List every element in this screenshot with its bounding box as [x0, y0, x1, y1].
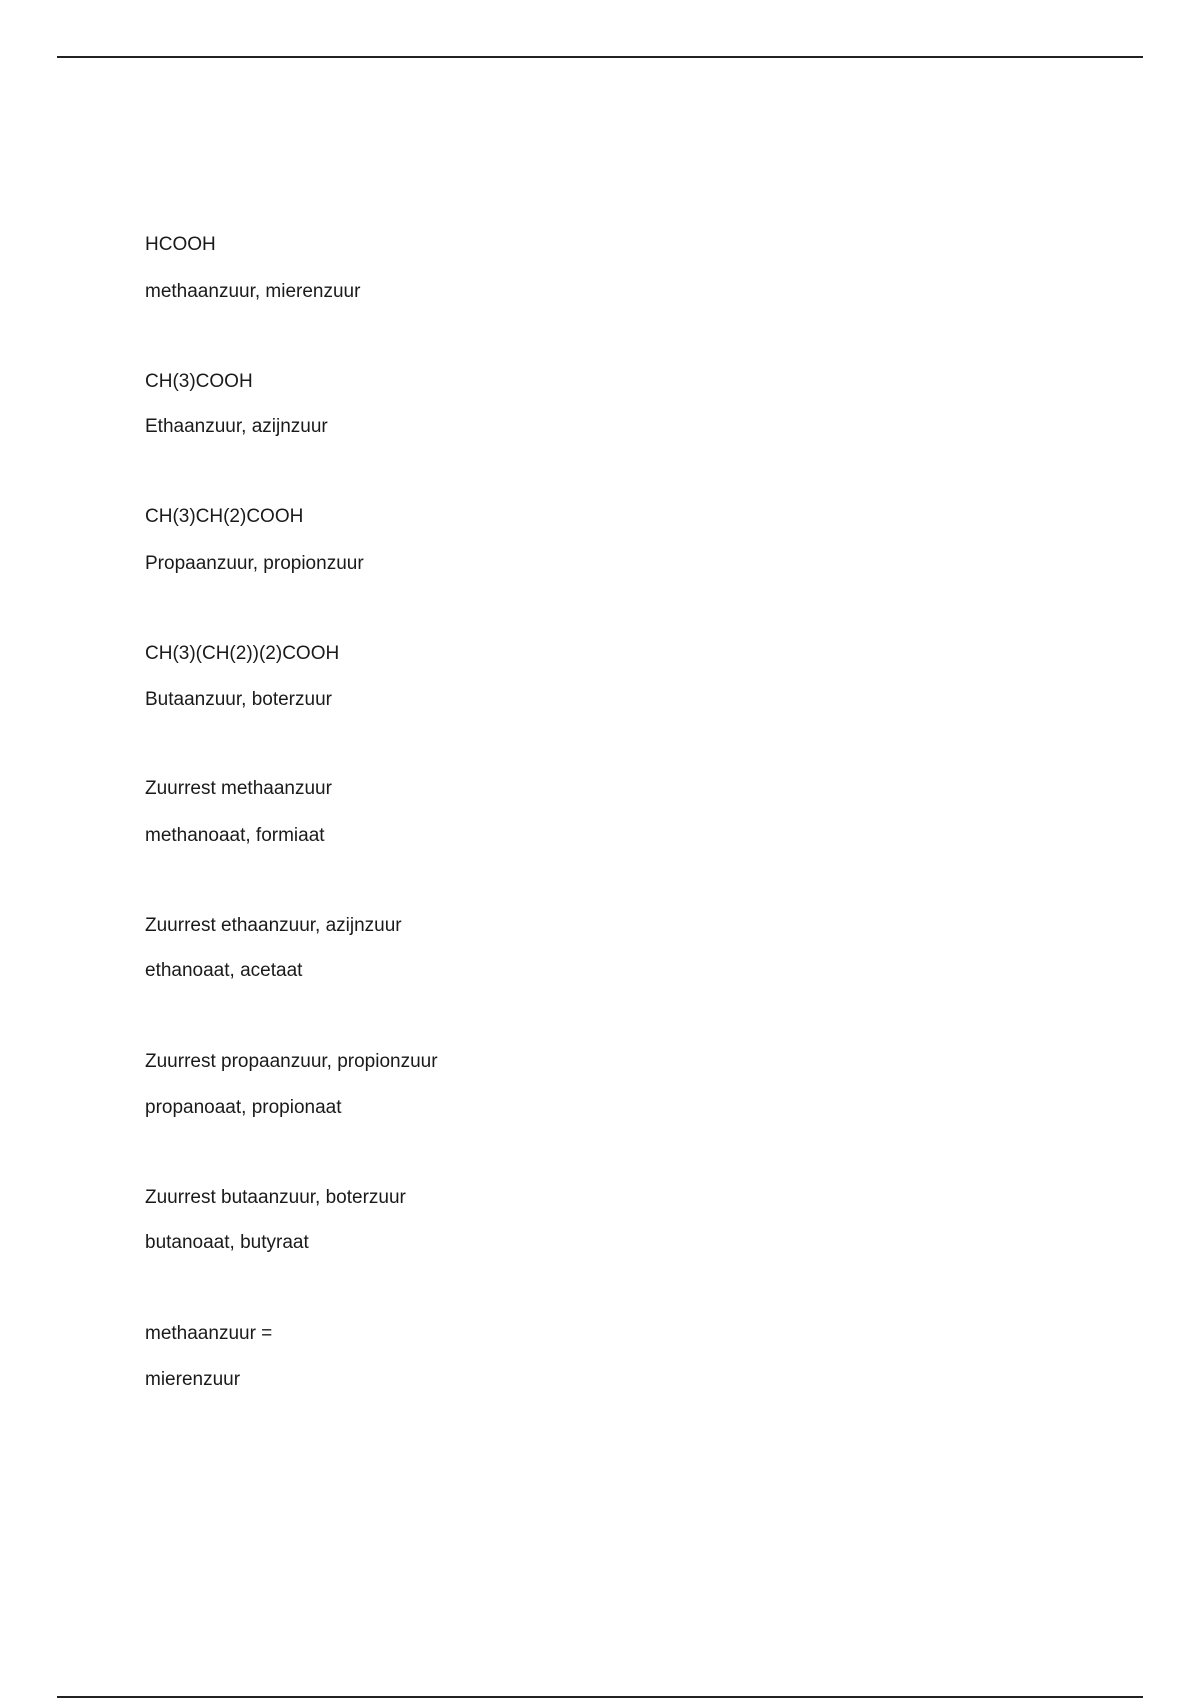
term-text: CH(3)CH(2)COOH — [145, 506, 304, 527]
definition-text: Propaanzuur, propionzuur — [145, 553, 364, 574]
definition-text: methanoaat, formiaat — [145, 825, 325, 846]
definition-text: Ethaanzuur, azijnzuur — [145, 416, 328, 437]
term-text: Zuurrest propaanzuur, propionzuur — [145, 1051, 438, 1072]
term-text: CH(3)COOH — [145, 371, 253, 392]
definition-text: Butaanzuur, boterzuur — [145, 689, 332, 710]
term-text: HCOOH — [145, 234, 216, 255]
footer-rule — [57, 1696, 1143, 1698]
term-text: Zuurrest ethaanzuur, azijnzuur — [145, 915, 402, 936]
definition-text: mierenzuur — [145, 1369, 241, 1390]
header-rule — [57, 56, 1143, 58]
term-text: CH(3)(CH(2))(2)COOH — [145, 643, 340, 664]
definition-text: propanoaat, propionaat — [145, 1097, 342, 1118]
definition-text: methaanzuur, mierenzuur — [145, 281, 361, 302]
term-text: Zuurrest butaanzuur, boterzuur — [145, 1187, 406, 1208]
term-text: Zuurrest methaanzuur — [145, 778, 332, 799]
definition-text: ethanoaat, acetaat — [145, 960, 303, 981]
definition-text: butanoaat, butyraat — [145, 1232, 309, 1253]
term-text: methaanzuur = — [145, 1323, 273, 1344]
